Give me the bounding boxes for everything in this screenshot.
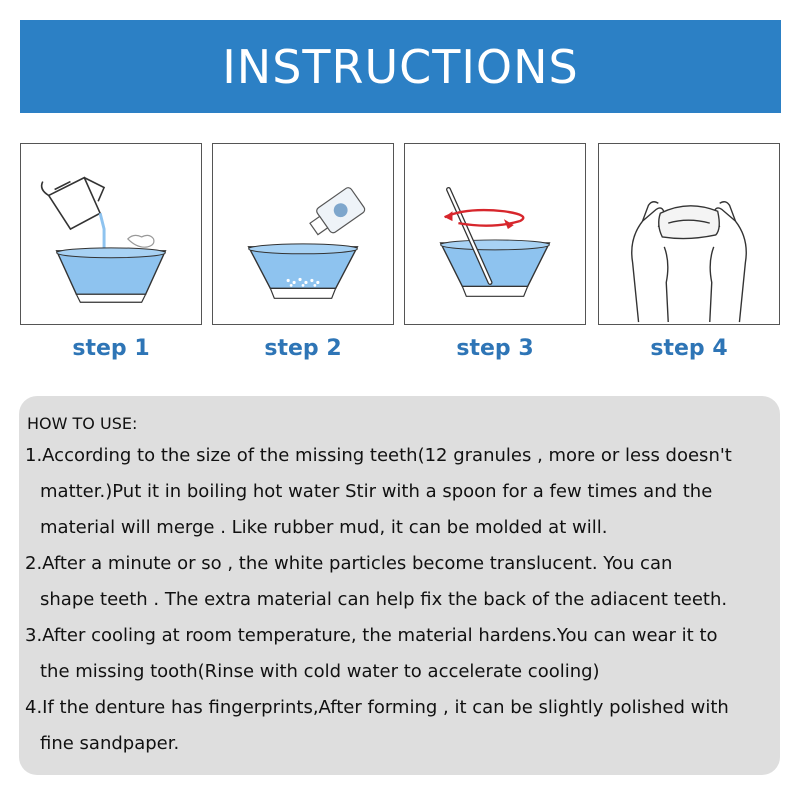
stirring-stick-icon	[405, 144, 585, 324]
instruction-line: shape teeth . The extra material can help fix the back of the adiacent teeth.	[40, 589, 728, 610]
instruction-line: 1.According to the size of the missing teeth(12 granules , more or less doesn't	[25, 445, 732, 466]
step-2-label: step 2	[264, 336, 342, 361]
instruction-line: 3.After cooling at room temperature, the material hardens.You can wear it to	[25, 625, 718, 646]
kettle-pouring-water-icon	[21, 144, 201, 324]
instructions-banner	[20, 20, 781, 113]
step-1-image	[20, 143, 202, 325]
step-2-image	[212, 143, 394, 325]
how-to-use-panel	[19, 396, 780, 775]
step-4-label: step 4	[650, 336, 728, 361]
instruction-line: 2.After a minute or so , the white particles become translucent. You can	[25, 553, 673, 574]
hands-molding-icon	[599, 144, 779, 324]
granules-bottle-bowl-icon	[213, 144, 393, 324]
instruction-line: matter.)Put it in boiling hot water Stir with a spoon for a few times and the	[40, 481, 713, 502]
instruction-line: material will merge . Like rubber mud, it can be molded at will.	[40, 517, 608, 538]
instruction-line: the missing tooth(Rinse with cold water to accelerate cooling)	[40, 661, 600, 682]
step-1-label: step 1	[72, 336, 150, 361]
instruction-line: fine sandpaper.	[40, 733, 180, 754]
step-4-image	[598, 143, 780, 325]
step-3-label: step 3	[456, 336, 534, 361]
step-3-image	[404, 143, 586, 325]
page-title: INSTRUCTIONS	[222, 39, 579, 94]
how-to-use-heading: HOW TO USE:	[27, 414, 138, 433]
instruction-line: 4.If the denture has fingerprints,After forming , it can be slightly polished with	[25, 697, 729, 718]
